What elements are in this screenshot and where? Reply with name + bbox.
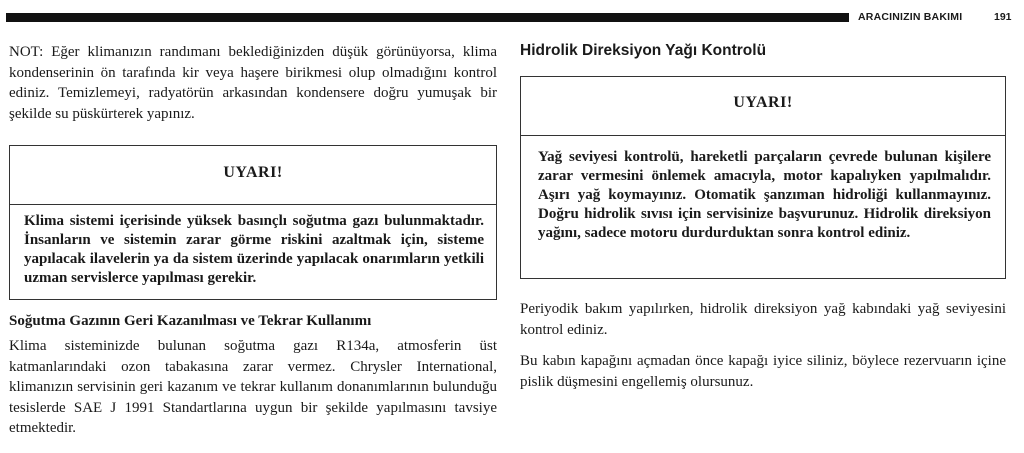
power-steering-heading: Hidrolik Direksiyon Yağı Kontrolü	[520, 42, 767, 59]
refrigerant-section-heading: Soğutma Gazının Geri Kazanılması ve Tekrar Kullanımı	[9, 313, 372, 329]
warning-title: UYARI!	[521, 77, 1005, 136]
header-rule	[6, 13, 849, 22]
note-label: NOT:	[9, 44, 44, 60]
warning-title: UYARI!	[10, 146, 496, 205]
right-column	[520, 42, 1006, 392]
steering-warning-box	[520, 76, 1006, 279]
page-number: 191	[994, 11, 1012, 23]
section-title: ARACINIZIN BAKIMI	[858, 11, 963, 23]
refrigerant-section-text: Klima sisteminizde bulunan soğutma gazı R134a, atmosferin üst katmanlarındaki ozon tabakasına zarar vermez. Chrysler International, klimanızın servisinin geri kazanım ve tekrar kullanım donanımlarının bulunduğu tesislerde SAE J 1991 Standartlarına uygun bir şekilde yapılmasını tavsiye etmektedir.	[9, 338, 497, 436]
note-paragraph	[9, 42, 497, 124]
left-column	[9, 42, 497, 439]
warning-text: Yağ seviyesi kontrolü, hareketli parçaların çevrede bulunan kişilere zarar vermesini önlemek amacıyla, motor kapalıyken yapılmalıdır. Aşırı yağ koymayınız. Otomatik şanzıman hidroliği kullanmayınız. Doğru hidrolik sıvısı için servisinize başvurunuz. Hidrolik direksiyon yağını, sadece motoru durdurduktan sonra kontrol ediniz.	[538, 149, 991, 241]
steering-paragraph-1: Periyodik bakım yapılırken, hidrolik direksiyon yağ kabındaki yağ seviyesini kontrol ediniz.	[520, 301, 1006, 338]
note-text: Eğer klimanızın randımanı beklediğinizden düşük görünüyorsa, klima kondenserinin ön tarafında kir veya haşere birikmesi olup olmadığını kontrol ediniz. Temizlemeyi, radyatörün arkasından kondensere doğru yumuşak bir şekilde su püskürterek yapınız.	[9, 44, 497, 122]
warning-text: Klima sistemi içerisinde yüksek basınçlı soğutma gazı bulunmaktadır. İnsanların ve sistemin zarar görme riskini azaltmak için, sisteme yapılacak ilavelerin ya da sistem üzerinde yapılacak onarımların yetkili uzman servislerce yapılması gerekir.	[24, 213, 484, 286]
steering-paragraph-2: Bu kabın kapağını açmadan önce kapağı iyice siliniz, böylece rezervuarın içine pislik düşmesini engellemiş olursunuz.	[520, 353, 1006, 390]
climate-warning-box	[9, 145, 497, 300]
